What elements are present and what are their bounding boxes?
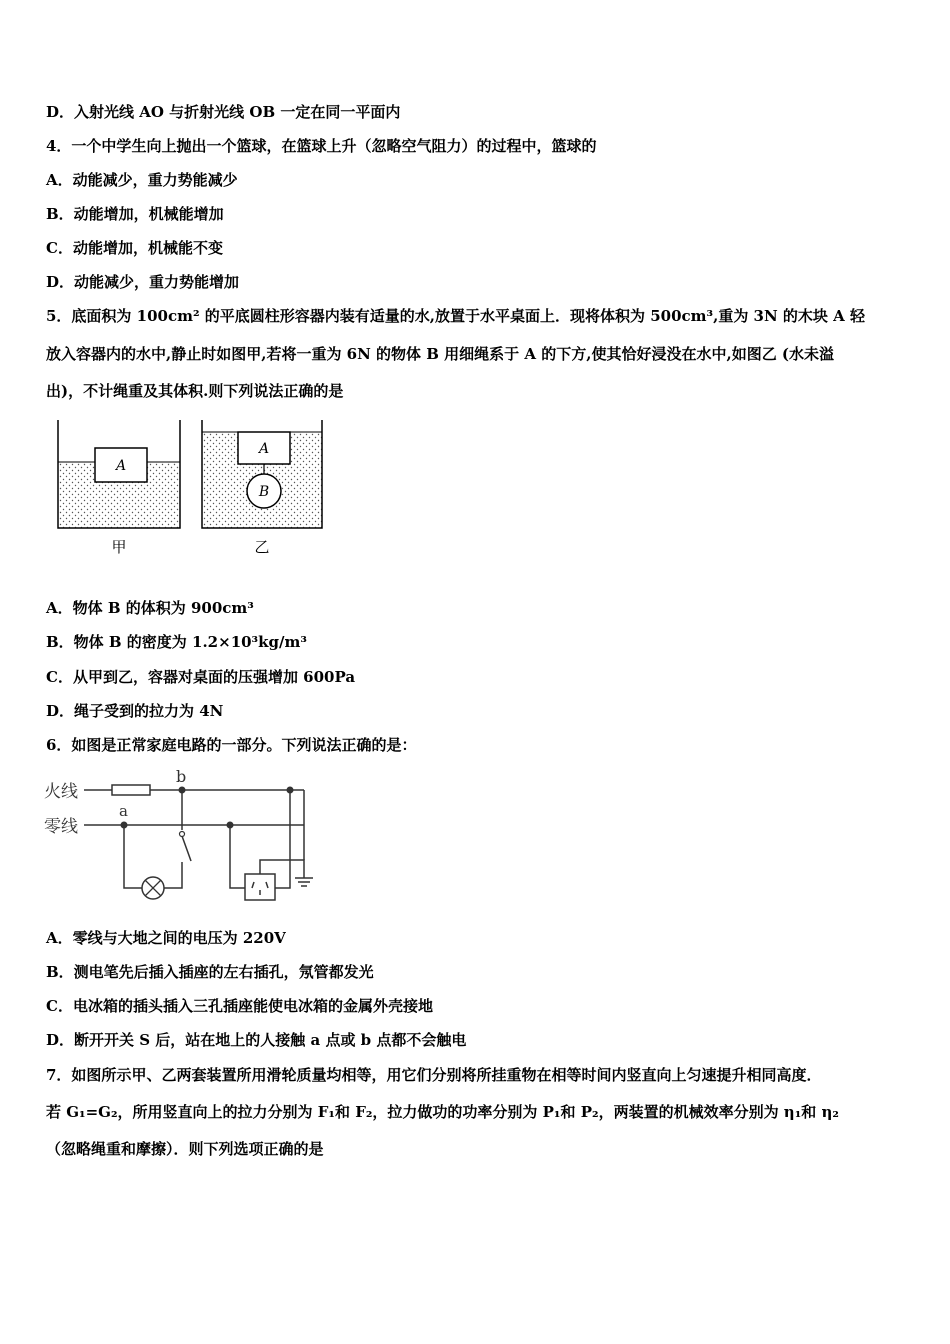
q4-option-b: B．动能增加，机械能增加	[46, 205, 224, 223]
fuse	[112, 785, 150, 795]
q4-option-d: D．动能减少，重力势能增加	[46, 273, 240, 291]
q6-option-d: D．断开开关 S 后，站在地上的人接触 a 点或 b 点都不会触电	[46, 1031, 467, 1049]
q6-option-c: C．电冰箱的插头插入三孔插座能使电冰箱的金属外壳接地	[46, 997, 433, 1015]
q6-circuit-figure	[42, 764, 322, 904]
three-pin-socket	[245, 874, 275, 900]
switch-s	[182, 836, 191, 861]
q5-stem-line1: 5．底面积为 100cm² 的平底圆柱形容器内装有适量的水,放置于水平桌面上．现将体积为 500cm³,重为 3N 的木块 A 轻	[46, 307, 865, 325]
block-a-label-yi: A	[258, 441, 270, 457]
q5-figure	[50, 412, 340, 562]
q4-stem: 4．一个中学生向上抛出一个篮球，在篮球上升（忽略空气阻力）的过程中，篮球的	[46, 137, 597, 155]
q7-stem-line1: 7．如图所示甲、乙两套装置所用滑轮质量均相等，用它们分别将所挂重物在相等时间内竖直向上匀速提升相同高度．	[46, 1066, 822, 1084]
q6-option-a: A．零线与大地之间的电压为 220V	[46, 929, 286, 947]
container-jia	[58, 420, 180, 528]
q5-option-c: C．从甲到乙，容器对桌面的压强增加 600Pa	[46, 668, 356, 686]
q5-stem-line2: 放入容器内的水中,静止时如图甲,若将一重为 6N 的物体 B 用细绳系于 A 的下方,使其恰好浸没在水中,如图乙 (水未溢	[46, 345, 835, 363]
q7-stem-line3: （忽略绳重和摩擦）．则下列选项正确的是	[46, 1140, 324, 1158]
q5-option-d: D．绳子受到的拉力为 4N	[46, 702, 224, 720]
q7-stem-line2: 若 G₁=G₂，所用竖直向上的拉力分别为 F₁和 F₂，拉力做功的功率分别为 P₁和 P₂，两装置的机械效率分别为 η₁和 η₂	[46, 1103, 839, 1121]
ground-icon	[295, 878, 313, 886]
live-wire-label: 火线	[44, 782, 78, 802]
q5-option-a: A．物体 B 的体积为 900cm³	[46, 599, 254, 617]
q6-stem: 6．如图是正常家庭电路的一部分。下列说法正确的是：	[46, 736, 417, 754]
label-jia: 甲	[111, 538, 127, 556]
neutral-wire-label: 零线	[44, 817, 78, 837]
container-yi	[202, 420, 322, 528]
q3-option-d: D．入射光线 AO 与折射光线 OB 一定在同一平面内	[46, 103, 401, 121]
q5-stem-line3: 出)，不计绳重及其体积.则下列说法正确的是	[46, 382, 344, 400]
switch-contact	[180, 832, 185, 837]
q5-option-b: B．物体 B 的密度为 1.2×10³kg/m³	[46, 633, 307, 651]
point-a-label: a	[119, 802, 128, 820]
q6-option-b: B．测电笔先后插入插座的左右插孔，氖管都发光	[46, 963, 374, 981]
label-yi: 乙	[254, 538, 270, 556]
ball-b-label: B	[258, 484, 270, 500]
block-a-label-jia: A	[115, 458, 127, 474]
point-b-label: b	[176, 767, 187, 786]
q4-option-a: A．动能减少，重力势能减少	[46, 171, 238, 189]
q4-option-c: C．动能增加，机械能不变	[46, 239, 223, 257]
